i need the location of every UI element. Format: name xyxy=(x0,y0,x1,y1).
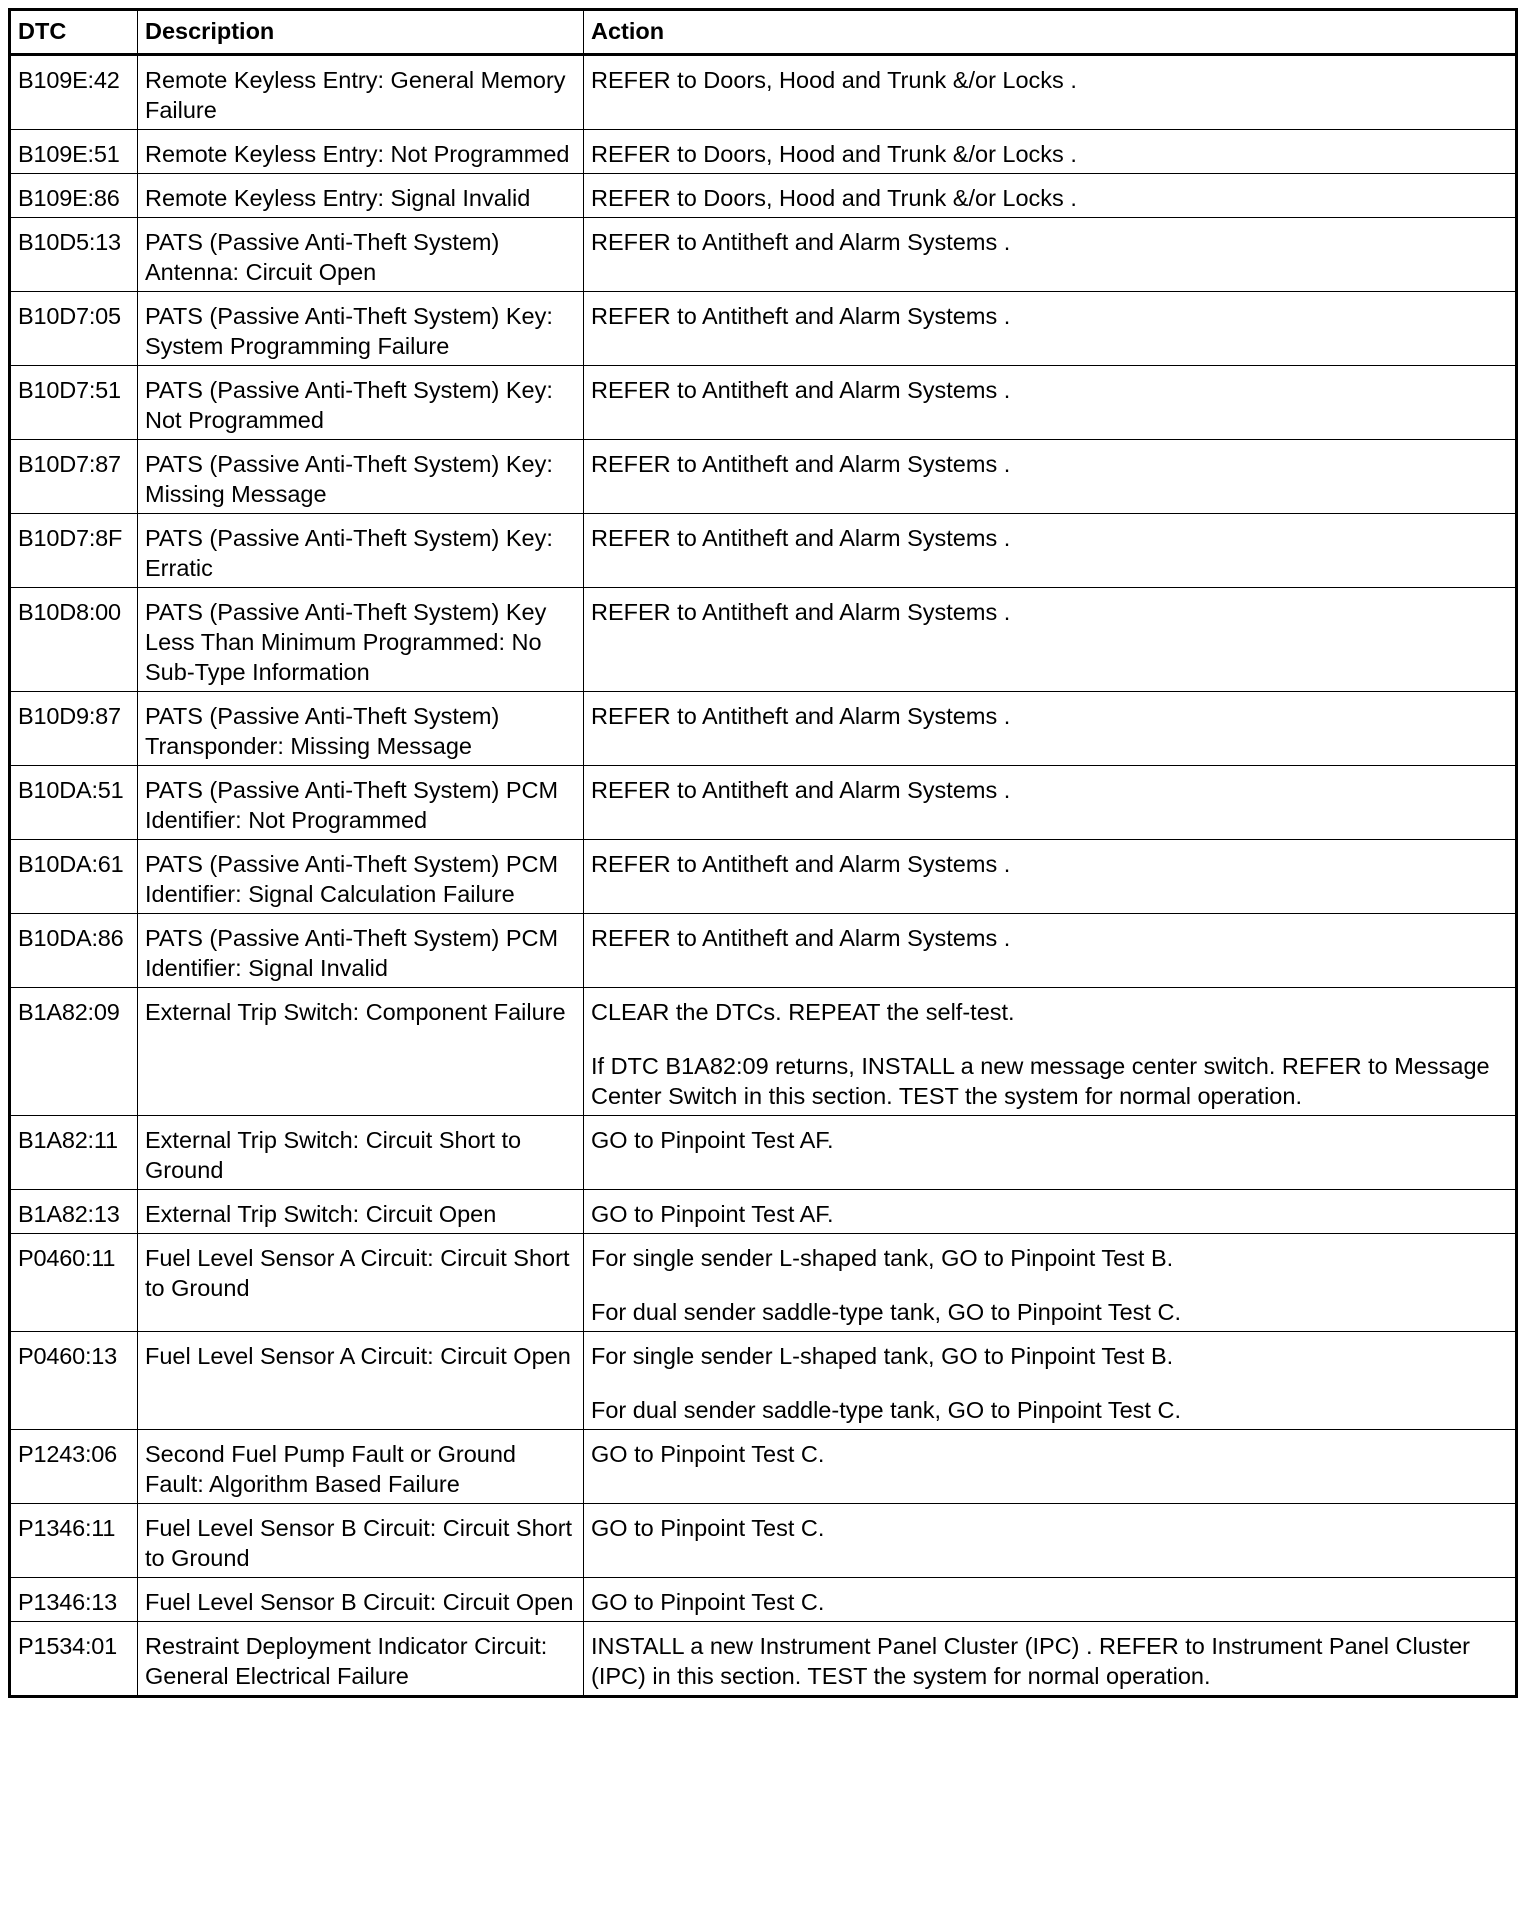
dtc-action xyxy=(584,1234,1517,1332)
dtc-action xyxy=(584,292,1517,366)
dtc-description: PATS (Passive Anti-Theft System) Transponder: Missing Message xyxy=(138,692,584,766)
dtc-action xyxy=(584,1578,1517,1622)
dtc-code: B10DA:51 xyxy=(10,766,138,840)
dtc-description: PATS (Passive Anti-Theft System) Key: System Programming Failure xyxy=(138,292,584,366)
action-paragraph: REFER to Antitheft and Alarm Systems . xyxy=(591,451,1011,477)
table-row xyxy=(10,174,1517,218)
action-paragraph: If DTC B1A82:09 returns, INSTALL a new message center switch. REFER to Message Center Switch in this section. TEST the system for normal operation. xyxy=(591,1053,1490,1109)
dtc-action xyxy=(584,840,1517,914)
dtc-action xyxy=(584,1116,1517,1190)
dtc-action xyxy=(584,366,1517,440)
dtc-action xyxy=(584,218,1517,292)
dtc-code: B109E:86 xyxy=(10,174,138,218)
action-paragraph: REFER to Doors, Hood and Trunk &/or Locks . xyxy=(591,67,1077,93)
dtc-description: Remote Keyless Entry: Not Programmed xyxy=(138,130,584,174)
dtc-description: Fuel Level Sensor A Circuit: Circuit Short to Ground xyxy=(138,1234,584,1332)
table-row xyxy=(10,514,1517,588)
dtc-description: PATS (Passive Anti-Theft System) PCM Identifier: Not Programmed xyxy=(138,766,584,840)
action-paragraph: CLEAR the DTCs. REPEAT the self-test. xyxy=(591,999,1015,1025)
dtc-description: PATS (Passive Anti-Theft System) PCM Identifier: Signal Invalid xyxy=(138,914,584,988)
dtc-description: External Trip Switch: Circuit Open xyxy=(138,1190,584,1234)
dtc-code: B10DA:86 xyxy=(10,914,138,988)
action-paragraph: REFER to Antitheft and Alarm Systems . xyxy=(591,703,1011,729)
table-row xyxy=(10,692,1517,766)
table-row xyxy=(10,1578,1517,1622)
dtc-table-page xyxy=(8,8,1515,1698)
dtc-action xyxy=(584,440,1517,514)
dtc-description: External Trip Switch: Circuit Short to Ground xyxy=(138,1116,584,1190)
dtc-action xyxy=(584,588,1517,692)
dtc-action xyxy=(584,692,1517,766)
dtc-code: B10D7:87 xyxy=(10,440,138,514)
dtc-description: PATS (Passive Anti-Theft System) Key: Erratic xyxy=(138,514,584,588)
dtc-description: External Trip Switch: Component Failure xyxy=(138,988,584,1116)
dtc-description: Fuel Level Sensor A Circuit: Circuit Open xyxy=(138,1332,584,1430)
dtc-action xyxy=(584,130,1517,174)
dtc-code: B1A82:09 xyxy=(10,988,138,1116)
table-row xyxy=(10,914,1517,988)
dtc-code: P1346:13 xyxy=(10,1578,138,1622)
table-row xyxy=(10,218,1517,292)
action-paragraph: REFER to Antitheft and Alarm Systems . xyxy=(591,777,1011,803)
action-paragraph: REFER to Doors, Hood and Trunk &/or Locks . xyxy=(591,141,1077,167)
action-paragraph: REFER to Antitheft and Alarm Systems . xyxy=(591,599,1011,625)
dtc-action xyxy=(584,988,1517,1116)
dtc-action xyxy=(584,914,1517,988)
dtc-code: P1346:11 xyxy=(10,1504,138,1578)
action-paragraph: REFER to Antitheft and Alarm Systems . xyxy=(591,229,1011,255)
dtc-code: B109E:42 xyxy=(10,55,138,130)
table-row xyxy=(10,440,1517,514)
header-row xyxy=(10,10,1517,55)
action-paragraph: REFER to Antitheft and Alarm Systems . xyxy=(591,925,1011,951)
dtc-code: B1A82:11 xyxy=(10,1116,138,1190)
dtc-code: B10D9:87 xyxy=(10,692,138,766)
table-row xyxy=(10,1234,1517,1332)
action-paragraph: REFER to Antitheft and Alarm Systems . xyxy=(591,377,1011,403)
dtc-code: B10D8:00 xyxy=(10,588,138,692)
action-paragraph: For single sender L-shaped tank, GO to Pinpoint Test B. xyxy=(591,1245,1174,1271)
dtc-action xyxy=(584,1190,1517,1234)
dtc-table xyxy=(8,8,1518,1698)
action-paragraph: INSTALL a new Instrument Panel Cluster (IPC) . REFER to Instrument Panel Cluster (IPC) in this section. TEST the system for normal operation. xyxy=(591,1633,1470,1689)
dtc-code: B10D7:8F xyxy=(10,514,138,588)
action-paragraph: REFER to Antitheft and Alarm Systems . xyxy=(591,851,1011,877)
column-header-description: Description xyxy=(138,10,584,55)
dtc-action xyxy=(584,1430,1517,1504)
column-header-dtc: DTC xyxy=(10,10,138,55)
action-paragraph: REFER to Antitheft and Alarm Systems . xyxy=(591,525,1011,551)
action-paragraph: REFER to Antitheft and Alarm Systems . xyxy=(591,303,1011,329)
action-paragraph: REFER to Doors, Hood and Trunk &/or Locks . xyxy=(591,185,1077,211)
table-row xyxy=(10,366,1517,440)
dtc-description: Restraint Deployment Indicator Circuit: General Electrical Failure xyxy=(138,1622,584,1697)
table-row xyxy=(10,588,1517,692)
dtc-action xyxy=(584,174,1517,218)
dtc-code: B109E:51 xyxy=(10,130,138,174)
dtc-description: Remote Keyless Entry: General Memory Failure xyxy=(138,55,584,130)
dtc-code: B10D7:51 xyxy=(10,366,138,440)
dtc-code: B10D7:05 xyxy=(10,292,138,366)
dtc-code: B10D5:13 xyxy=(10,218,138,292)
action-paragraph: For dual sender saddle-type tank, GO to Pinpoint Test C. xyxy=(591,1299,1181,1325)
table-row xyxy=(10,1190,1517,1234)
action-paragraph: GO to Pinpoint Test AF. xyxy=(591,1127,834,1153)
action-paragraph: GO to Pinpoint Test AF. xyxy=(591,1201,834,1227)
dtc-description: Remote Keyless Entry: Signal Invalid xyxy=(138,174,584,218)
action-paragraph: GO to Pinpoint Test C. xyxy=(591,1441,825,1467)
dtc-action xyxy=(584,1504,1517,1578)
dtc-description: PATS (Passive Anti-Theft System) Antenna: Circuit Open xyxy=(138,218,584,292)
dtc-action xyxy=(584,1622,1517,1697)
table-row xyxy=(10,988,1517,1116)
dtc-action xyxy=(584,55,1517,130)
table-row xyxy=(10,55,1517,130)
dtc-description: Second Fuel Pump Fault or Ground Fault: Algorithm Based Failure xyxy=(138,1430,584,1504)
action-paragraph: GO to Pinpoint Test C. xyxy=(591,1589,825,1615)
dtc-action xyxy=(584,1332,1517,1430)
dtc-code: P0460:13 xyxy=(10,1332,138,1430)
dtc-description: PATS (Passive Anti-Theft System) Key: Missing Message xyxy=(138,440,584,514)
table-row xyxy=(10,1332,1517,1430)
dtc-action xyxy=(584,514,1517,588)
dtc-description: Fuel Level Sensor B Circuit: Circuit Open xyxy=(138,1578,584,1622)
dtc-description: PATS (Passive Anti-Theft System) Key Less Than Minimum Programmed: No Sub-Type Information xyxy=(138,588,584,692)
table-row xyxy=(10,292,1517,366)
table-row xyxy=(10,1504,1517,1578)
table-row xyxy=(10,1430,1517,1504)
table-row xyxy=(10,766,1517,840)
action-paragraph: For dual sender saddle-type tank, GO to Pinpoint Test C. xyxy=(591,1397,1181,1423)
dtc-code: P1243:06 xyxy=(10,1430,138,1504)
table-header xyxy=(10,10,1517,55)
table-row xyxy=(10,1116,1517,1190)
table-body xyxy=(10,55,1517,1697)
action-paragraph: For single sender L-shaped tank, GO to Pinpoint Test B. xyxy=(591,1343,1174,1369)
dtc-code: B1A82:13 xyxy=(10,1190,138,1234)
dtc-code: P1534:01 xyxy=(10,1622,138,1697)
dtc-description: Fuel Level Sensor B Circuit: Circuit Short to Ground xyxy=(138,1504,584,1578)
table-row xyxy=(10,840,1517,914)
dtc-action xyxy=(584,766,1517,840)
table-row xyxy=(10,130,1517,174)
dtc-code: B10DA:61 xyxy=(10,840,138,914)
table-row xyxy=(10,1622,1517,1697)
dtc-code: P0460:11 xyxy=(10,1234,138,1332)
dtc-description: PATS (Passive Anti-Theft System) PCM Identifier: Signal Calculation Failure xyxy=(138,840,584,914)
column-header-action: Action xyxy=(584,10,1517,55)
dtc-description: PATS (Passive Anti-Theft System) Key: Not Programmed xyxy=(138,366,584,440)
action-paragraph: GO to Pinpoint Test C. xyxy=(591,1515,825,1541)
